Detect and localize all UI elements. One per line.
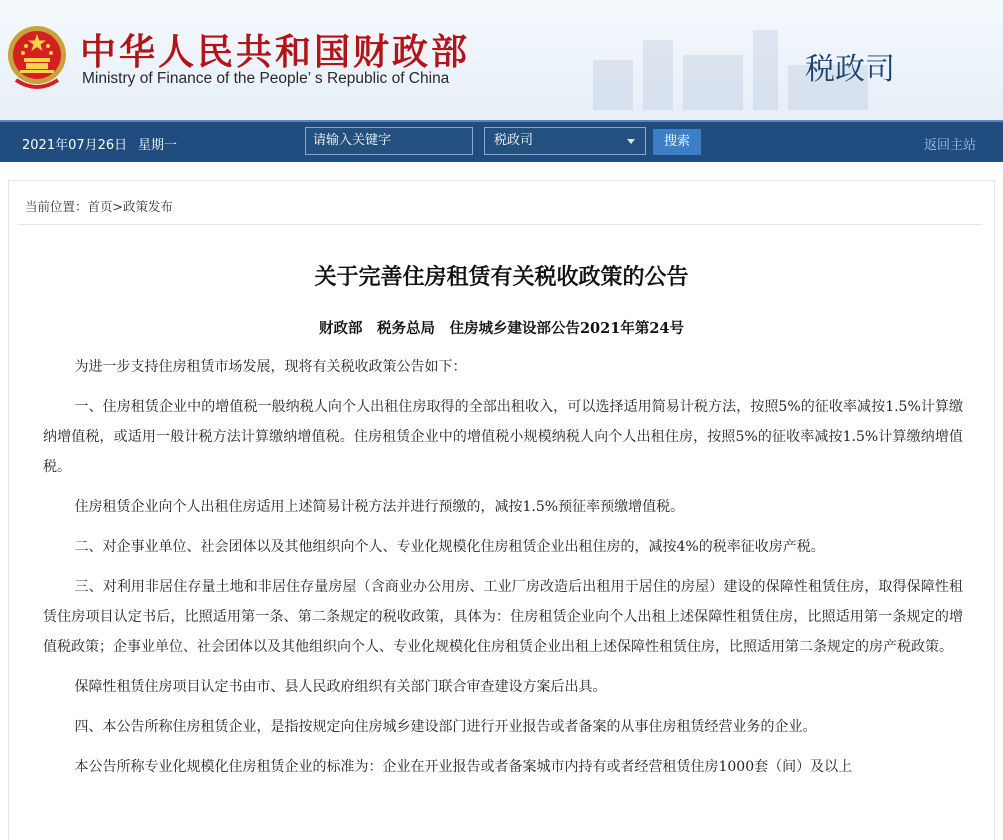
article-paragraph: 四、本公告所称住房租赁企业，是指按规定向住房城乡建设部门进行开业报告或者备案的从事住房租赁经营业务的企业。 xyxy=(74,719,817,735)
article-title: 关于完善住房租赁有关税收政策的公告 xyxy=(314,265,689,290)
breadcrumb: 当前位置：首页>政策发布 xyxy=(25,199,173,214)
current-date: 2021年07月26日 xyxy=(22,138,128,153)
article-issuer: 财政部 税务总局 住房城乡建设部公告2021年第24号 xyxy=(318,320,685,337)
article-paragraph: 本公告所称专业化规模化住房租赁企业的标准为：企业在开业报告或者备案城市内持有或者经营租赁住房1000套（间）及以上 xyxy=(74,759,853,775)
article-paragraph: 保障性租赁住房项目认定书由市、县人民政府组织有关部门联合审查建设方案后出具。 xyxy=(74,679,607,695)
current-weekday: 星期一 xyxy=(138,138,178,153)
department-name: 税政司 xyxy=(805,52,895,87)
article-paragraph: 三、对利用非居住存量土地和非居住存量房屋（含商业办公用房、工业厂房改造后出租用于居住的房屋）建设的保障性租赁住房，取得保障性租赁住房项目认定书后，比照适用第一条、第二条规定的税收政策，具体为：住房租赁企业向个人出租上述保障性租赁住房，比照适用第一条规定的增值税政策；企事业单位、社会团体以及其他组织向个人、专业化规模化住房租赁企业出租上述保障性租赁住房，比照适用第二条规定的房产税政策。 xyxy=(43,579,963,655)
department-select[interactable] xyxy=(484,127,646,155)
site-title-english: Ministry of Finance of the People’ s Republic of China xyxy=(82,70,450,87)
department-select-value: 税政司 xyxy=(494,133,534,148)
site-title-chinese: 中华人民共和国财政部 xyxy=(80,32,471,73)
article-paragraph: 住房租赁企业向个人出租住房适用上述简易计税方法并进行预缴的，减按1.5%预征率预缴增值税。 xyxy=(74,499,685,515)
chevron-down-icon xyxy=(627,139,635,144)
article-body xyxy=(43,352,963,792)
breadcrumb-divider xyxy=(18,224,982,225)
national-emblem-icon xyxy=(6,22,68,92)
top-nav-bar xyxy=(0,120,1003,162)
header-banner xyxy=(0,0,1003,120)
search-input[interactable]: 请输入关键字 xyxy=(305,127,473,155)
article-paragraph: 为进一步支持住房租赁市场发展，现将有关税收政策公告如下： xyxy=(74,359,467,375)
return-home-link[interactable]: 返回主站 xyxy=(924,138,977,153)
article-paragraph: 二、对企事业单位、社会团体以及其他组织向个人、专业化规模化住房租赁企业出租住房的，减按4%的税率征收房产税。 xyxy=(74,539,825,555)
article-paragraph: 一、住房租赁企业中的增值税一般纳税人向个人出租住房取得的全部出租收入，可以选择适用简易计税方法，按照5%的征收率减按1.5%计算缴纳增值税，或适用一般计税方法计算缴纳增值税。住房租赁企业中的增值税小规模纳税人向个人出租住房，按照5%的征收率减按1.5%计算缴纳增值税。 xyxy=(43,399,963,475)
search-button[interactable]: 搜索 xyxy=(653,129,701,155)
